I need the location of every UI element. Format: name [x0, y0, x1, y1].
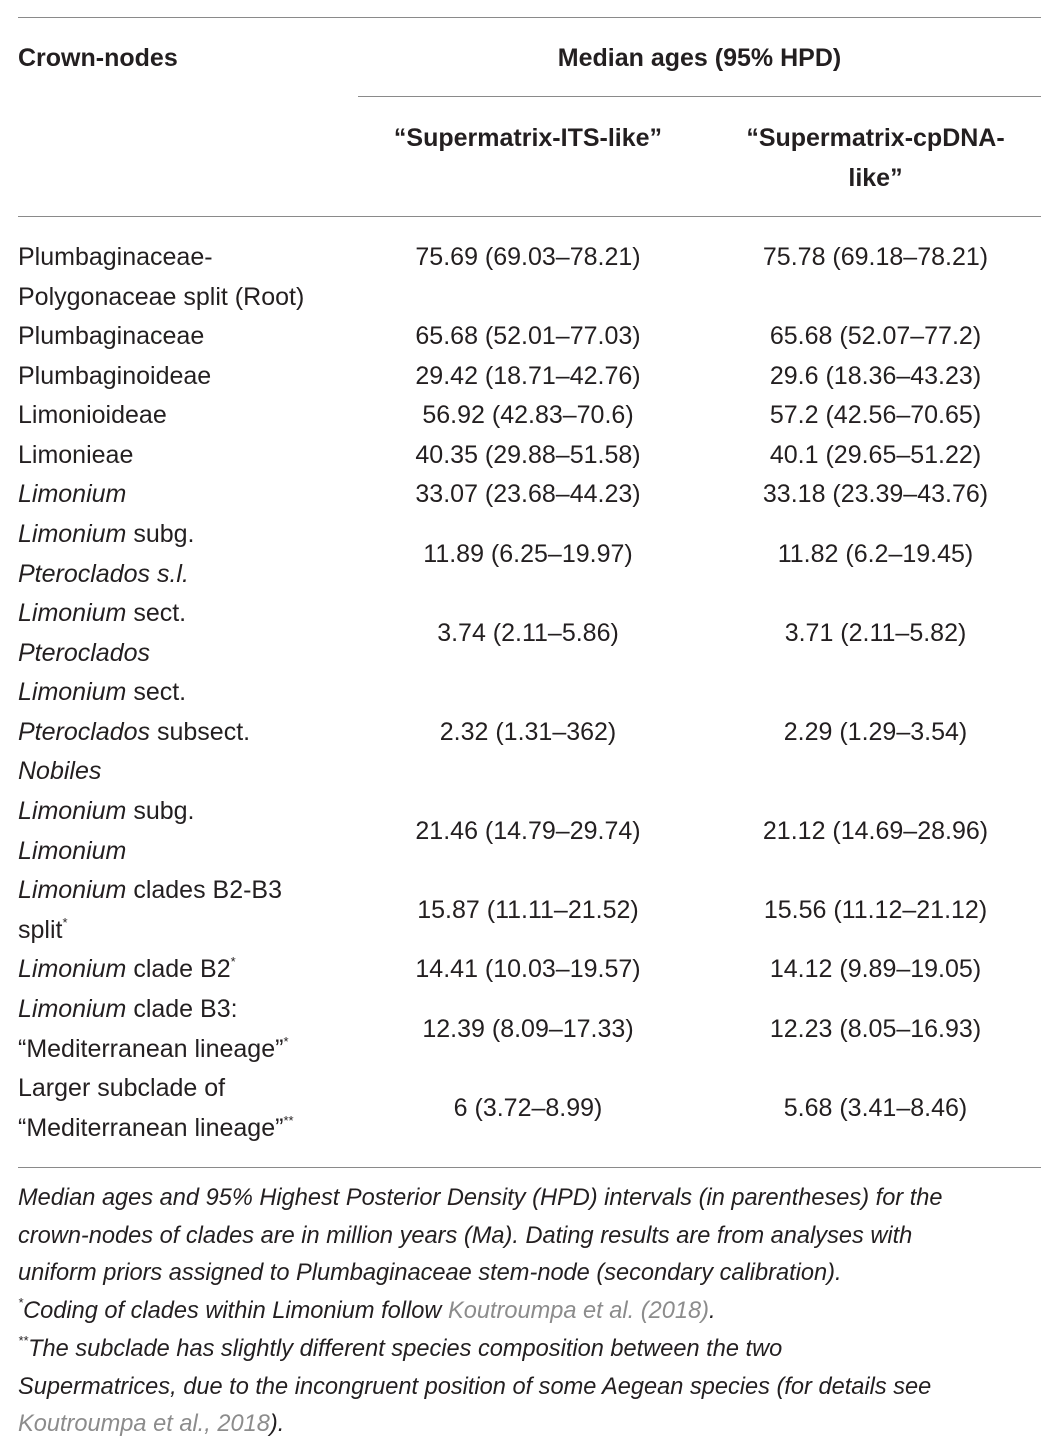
footnote-mark: ** — [18, 1332, 29, 1348]
taxon-name: Limonium — [18, 678, 127, 706]
taxon-name: Limonium — [18, 480, 127, 508]
its-age: 29.42 (18.71–42.76) — [415, 362, 641, 390]
footnote-mark: ** — [283, 1112, 294, 1128]
footnote-line — [18, 1293, 1043, 1331]
taxon-name: Limonium — [18, 520, 127, 548]
its-age: 3.74 (2.11–5.86) — [437, 619, 619, 647]
taxon-name: Pteroclados — [18, 638, 151, 667]
crown-node-sect-pteroclados — [18, 594, 358, 673]
crown-node-clade-b2 — [18, 950, 358, 990]
cpdna-age: 40.1 (29.65–51.22) — [769, 441, 982, 469]
col-header-cpdna-line1: “Supermatrix-cpDNA- — [746, 124, 1005, 152]
its-age: 2.32 (1.31–362) — [439, 718, 617, 746]
footnote-text: The subclade has slightly different species composition between the two — [28, 1335, 783, 1362]
citation-link[interactable]: Koutroumpa et al., 2018 — [18, 1411, 270, 1438]
clade-label: “Mediterranean lineage” — [18, 1113, 284, 1142]
footnote-line — [18, 1406, 1043, 1444]
its-age: 12.39 (8.09–17.33) — [422, 1015, 634, 1043]
its-age: 6 (3.72–8.99) — [453, 1094, 603, 1122]
cpdna-age: 33.18 (23.39–43.76) — [762, 480, 989, 508]
its-age: 15.87 (11.11–21.52) — [417, 896, 639, 924]
footnote-mark: * — [18, 1295, 24, 1311]
taxon-name: Limonium — [18, 876, 127, 904]
crown-node-limonioideae: Limonioideae — [18, 401, 167, 429]
cpdna-age: 5.68 (3.41–8.46) — [783, 1094, 968, 1122]
rank-label: sect. — [126, 678, 187, 706]
footnote-text: ). — [269, 1411, 285, 1438]
footnote-line — [18, 1331, 1043, 1369]
cpdna-age: 65.68 (52.07–77.2) — [769, 322, 982, 350]
clade-label: Larger subclade of — [18, 1074, 226, 1102]
crown-node-line: Polygonaceae split (Root) — [18, 282, 305, 311]
taxon-name: Limonium — [18, 797, 127, 825]
crown-node-root — [18, 238, 358, 317]
rank-label: subg. — [126, 520, 195, 548]
taxon-name: Limonium — [18, 836, 127, 865]
footnote-line: uniform priors assigned to Plumbaginaceae stem-node (secondary calibration). — [18, 1260, 842, 1287]
col-header-cpdna — [708, 118, 1043, 198]
crown-node-subg-pteroclados — [18, 515, 358, 594]
top-rule — [18, 17, 1041, 18]
col-header-crown-nodes: Crown-nodes — [18, 44, 178, 72]
its-age: 65.68 (52.01–77.03) — [415, 322, 641, 350]
footnote-line: Supermatrices, due to the incongruent position of some Aegean species (for details see — [18, 1373, 932, 1400]
its-age: 40.35 (29.88–51.58) — [415, 441, 641, 469]
cpdna-age: 75.78 (69.18–78.21) — [762, 243, 989, 271]
crown-node-subsect-nobiles — [18, 673, 358, 792]
taxon-name: Pteroclados — [18, 717, 151, 746]
crown-node-clade-b3 — [18, 990, 358, 1069]
header-rule — [18, 216, 1041, 217]
its-age: 33.07 (23.68–44.23) — [415, 480, 641, 508]
cpdna-age: 57.2 (42.56–70.65) — [769, 401, 982, 429]
crown-node-plumbaginoideae: Plumbaginoideae — [18, 362, 212, 390]
its-age: 56.92 (42.83–70.6) — [422, 401, 634, 429]
crown-node-plumbaginaceae: Plumbaginaceae — [18, 322, 205, 350]
its-age: 75.69 (69.03–78.21) — [415, 243, 641, 271]
group-rule — [358, 96, 1041, 97]
cpdna-age: 29.6 (18.36–43.23) — [769, 362, 982, 390]
rank-label: subg. — [126, 797, 195, 825]
crown-node-subg-limonium — [18, 792, 358, 871]
clade-label: clades B2-B3 — [126, 876, 283, 904]
taxon-name: Nobiles — [18, 757, 102, 785]
crown-node-clades-b2-b3-split — [18, 871, 358, 950]
taxon-name: Limonium — [18, 599, 127, 627]
cpdna-age: 21.12 (14.69–28.96) — [762, 817, 989, 845]
col-group-median-ages: Median ages (95% HPD) — [557, 44, 842, 72]
col-header-cpdna-line2: like” — [848, 164, 903, 192]
footnote-mark: * — [230, 954, 236, 969]
its-age: 14.41 (10.03–19.57) — [415, 955, 641, 983]
cpdna-age: 2.29 (1.29–3.54) — [783, 718, 968, 746]
footnote-text: Coding of clades within Limonium follow — [23, 1298, 448, 1325]
clade-label: clade B3: — [126, 995, 238, 1023]
table-footnotes — [18, 1180, 1043, 1444]
cpdna-age: 14.12 (9.89–19.05) — [769, 955, 982, 983]
cpdna-age: 12.23 (8.05–16.93) — [769, 1015, 982, 1043]
clade-label: clade B2 — [126, 955, 231, 983]
footnote-mark: * — [62, 914, 68, 930]
footnote-line: crown-nodes of clades are in million years (Ma). Dating results are from analyses with — [18, 1222, 913, 1249]
clade-label: split — [18, 915, 63, 944]
cpdna-age: 11.82 (6.2–19.45) — [777, 540, 974, 568]
citation-link[interactable]: Koutroumpa et al. (2018) — [447, 1298, 709, 1325]
body-rule — [18, 1167, 1041, 1168]
rank-label: subsect. — [150, 717, 251, 746]
footnote-line: Median ages and 95% Highest Posterior Density (HPD) intervals (in parentheses) for the — [18, 1185, 943, 1211]
its-age: 11.89 (6.25–19.97) — [423, 540, 633, 568]
taxon-name: Limonium — [18, 955, 127, 983]
crown-node-larger-subclade — [18, 1069, 358, 1148]
col-header-its: “Supermatrix-ITS-like” — [393, 124, 663, 152]
clade-label: “Mediterranean lineage” — [18, 1034, 284, 1063]
cpdna-age: 15.56 (11.12–21.12) — [763, 896, 988, 924]
crown-node-limonium — [18, 475, 358, 515]
crown-node-limonieae: Limonieae — [18, 441, 134, 469]
footnote-mark: * — [283, 1033, 289, 1049]
taxon-name: Pteroclados s.l. — [18, 559, 189, 588]
footnote-text: . — [708, 1298, 716, 1325]
rank-label: sect. — [126, 599, 187, 627]
cpdna-age: 3.71 (2.11–5.82) — [784, 619, 967, 647]
its-age: 21.46 (14.79–29.74) — [415, 817, 641, 845]
crown-node-line: Plumbaginaceae- — [18, 243, 213, 271]
taxon-name: Limonium — [18, 995, 127, 1023]
